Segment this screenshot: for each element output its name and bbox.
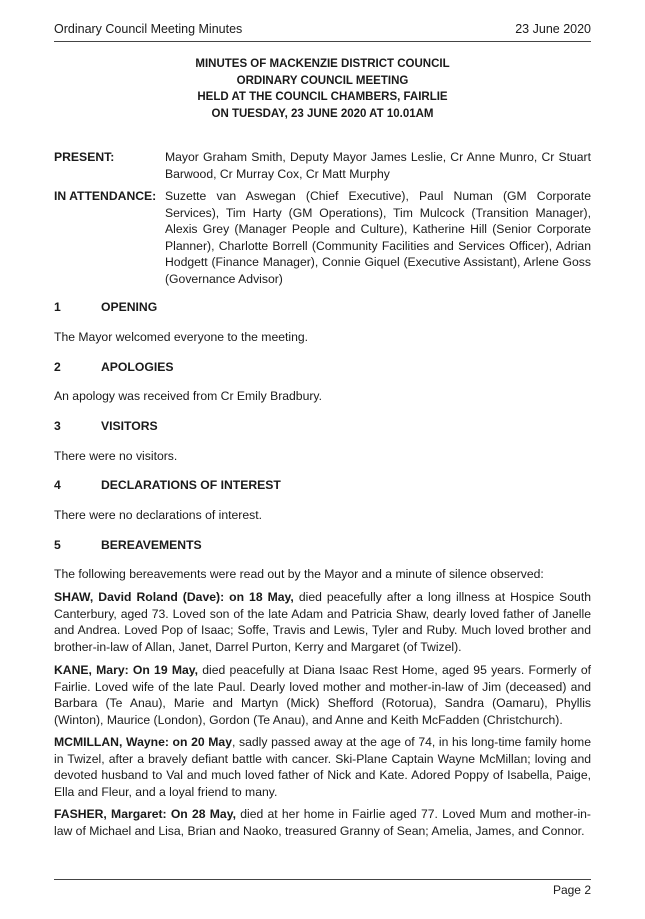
present-list: Mayor Graham Smith, Deputy Mayor James Leslie, Cr Anne Munro, Cr Stuart Barwood, Cr Murray Cox, Cr Matt Murphy bbox=[165, 150, 591, 181]
bereavement-notice bbox=[54, 662, 591, 728]
bereavement-name: SHAW, David Roland (Dave): on 18 May, bbox=[54, 590, 294, 604]
section-title: APOLOGIES bbox=[101, 360, 174, 374]
section-number: 3 bbox=[54, 419, 61, 433]
header-document-name: Ordinary Council Meeting Minutes bbox=[54, 22, 243, 36]
bereavement-text: died at her home in Fairlie aged 77. Loved Mum and mother-in-law of Michael and Lisa, Brian and Naoko, treasured Granny of Sean; Amelia, James, and Connor. bbox=[54, 807, 591, 838]
section-text: The following bereavements were read out by the Mayor and a minute of silence observed: bbox=[54, 567, 544, 581]
section-title: DECLARATIONS OF INTEREST bbox=[101, 478, 281, 492]
attendance-label: IN ATTENDANCE: bbox=[54, 189, 157, 203]
bereavement-text: died peacefully at Diana Isaac Rest Home, aged 95 years. Formerly of Fairlie. Loved wife of the late Paul. Dearly loved mother and mother-in-law of Jim (deceased) and Barbara (Te Anau), Marie and Martyn (Mick) Shefford (Rotorua), Sandra (Oamaru), Phyllis (Winton), Maurice (London), Gordon (Te Anau), and Anne and Keith McFadden (Christchurch). bbox=[54, 663, 591, 727]
bereavement-name: KANE, Mary: On 19 May, bbox=[54, 663, 199, 677]
title-line-1: MINUTES OF MACKENZIE DISTRICT COUNCIL bbox=[195, 58, 450, 70]
section-title: BEREAVEMENTS bbox=[101, 538, 202, 552]
title-line-4: ON TUESDAY, 23 JUNE 2020 AT 10.01AM bbox=[211, 107, 434, 120]
section-number: 2 bbox=[54, 360, 61, 374]
section-number: 4 bbox=[54, 478, 61, 492]
section-number: 1 bbox=[54, 300, 61, 314]
present-row bbox=[54, 149, 591, 182]
page-number: Page 2 bbox=[552, 883, 591, 897]
section-title: OPENING bbox=[101, 300, 158, 314]
section-title: VISITORS bbox=[101, 419, 158, 433]
bereavement-name: MCMILLAN, Wayne: on 20 May bbox=[54, 735, 232, 749]
bereavement-notice bbox=[54, 734, 591, 800]
section-text: An apology was received from Cr Emily Bradbury. bbox=[54, 389, 322, 403]
bereavement-text: , sadly passed away at the age of 74, in his long-time family home in Twizel, after a bravely defiant battle with cancer. Ski-Plane Captain Wayne McMillan; loving and devoted husband to Val and much loved father of Nick and Kate. Adored Poppy of Isabella, Paige, Ella and Fleur, and a loyal friend to many. bbox=[54, 735, 591, 799]
attendance-list: Suzette van Aswegan (Chief Executive), Paul Numan (GM Corporate Services), Tim Harty (GM Operations), Tim Mulcock (Transition Manager), Alexis Grey (Manager People and Culture), Katherine Hill (Senior Corporate Planner), Charlotte Borrell (Community Facilities and Services Officer), Adrian Hodgett (Finance Manager), Connie Giquel (Executive Assistant), Arlene Goss (Governance Advisor) bbox=[165, 189, 591, 286]
section-text: There were no declarations of interest. bbox=[54, 508, 262, 522]
bereavement-text: died peacefully after a long illness at Hospice South Canterbury, aged 73. Loved son of the late Adam and Patricia Shaw, dearly loved father of Janelle and Andrea. Loved Pop of Isaac; Soffe, Travis and Lewis, Tyler and Ruby. Much loved brother and brother-in-law of Allan, Janet, Darrel Purton, Kerry and Margaret (of Twizel). bbox=[54, 590, 591, 654]
bereavement-name: FASHER, Margaret: On 28 May, bbox=[54, 807, 236, 821]
bereavement-notice bbox=[54, 589, 591, 655]
attendance-row bbox=[54, 188, 591, 288]
bereavement-notice bbox=[54, 806, 591, 839]
section-number: 5 bbox=[54, 538, 61, 552]
footer-rule bbox=[54, 879, 591, 880]
document-title bbox=[54, 56, 591, 122]
title-line-3: HELD AT THE COUNCIL CHAMBERS, FAIRLIE bbox=[197, 91, 448, 103]
title-line-2: ORDINARY COUNCIL MEETING bbox=[236, 74, 409, 87]
header-date: 23 June 2020 bbox=[515, 22, 591, 36]
present-label: PRESENT: bbox=[54, 150, 115, 164]
section-text: The Mayor welcomed everyone to the meeting. bbox=[54, 330, 309, 344]
section-text: There were no visitors. bbox=[54, 449, 178, 463]
header-rule bbox=[54, 41, 591, 42]
